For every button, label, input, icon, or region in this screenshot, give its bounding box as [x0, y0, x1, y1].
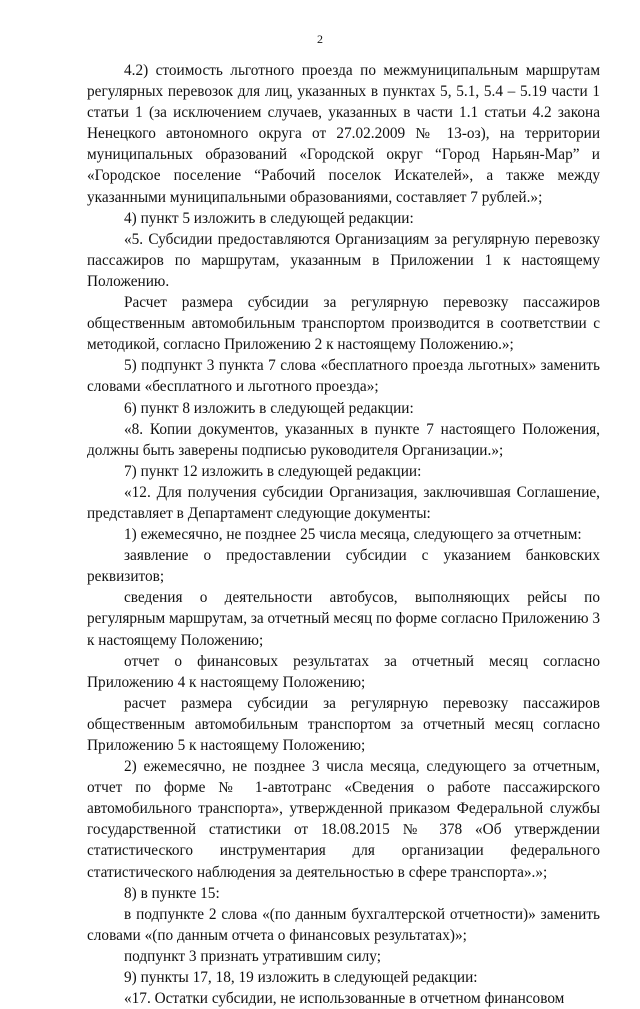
paragraph: 4.2) стоимость льготного проезда по межмуниципальным маршрутам регулярных перевозок для лиц, указанных в пунктах 5, 5.1, 5.4 – 5.19 части 1 статьи 1 (за исключением случаев, указанных в части 1.1 статьи 4.2 закона Ненецкого автономного округа от 27.02.2009 № 13-оз), на территории муниципальных образований «Городской округ “Город Нарьян-Мар” и «Городское поселение “Рабочий поселок Искателей», а также между указанными муниципальными образованиями, составляет 7 рублей.»; — [87, 62, 600, 206]
paragraph: «5. Субсидии предоставляются Организациям за регулярную перевозку пассажиров по маршрутам, указанным в Приложении 1 к настоящему Положению. — [87, 230, 600, 290]
paragraph: заявление о предоставлении субсидии с указанием банковских реквизитов; — [87, 547, 600, 586]
paragraph: «17. Остатки субсидии, не использованные в отчетном финансовом — [124, 990, 565, 1008]
paragraph: «8. Копии документов, указанных в пункте 7 настоящего Положения, должны быть заверены подписью руководителя Организации.»; — [87, 420, 600, 459]
paragraph: расчет размера субсидии за регулярную перевозку пассажиров общественным автомобильным транспортом за отчетный месяц согласно Приложению 5 к настоящему Положению; — [87, 694, 600, 754]
paragraph: 2) ежемесячно, не позднее 3 числа месяца, следующего за отчетным, отчет по форме № 1-автотранс «Сведения о работе пассажирского автомобильного транспорта», утвержденной приказом Федеральной службы государственной статистики от 18.08.2015 № 378 «Об утверждении статистического инструментария для организации федерального статистического наблюдения за деятельностью в сфере транспорта».»; — [87, 758, 600, 881]
paragraph: 8) в пункте 15: — [124, 884, 220, 902]
paragraph: подпункт 3 признать утратившим силу; — [124, 947, 381, 965]
paragraph: 7) пункт 12 изложить в следующей редакции: — [124, 462, 422, 480]
paragraph: 6) пункт 8 изложить в следующей редакции: — [124, 399, 414, 417]
paragraph: 5) подпункт 3 пункта 7 слова «бесплатного проезда льготных» заменить словами «бесплатного и льготного проезда»; — [87, 357, 600, 396]
paragraph: сведения о деятельности автобусов, выполняющих рейсы по регулярным маршрутам, за отчетный месяц по форме согласно Приложению 3 к настоящему Положению; — [87, 589, 600, 649]
paragraph: в подпункте 2 слова «(по данным бухгалтерской отчетности)» заменить словами «(по данным отчета о финансовых результатах)»; — [87, 905, 600, 944]
page-number: 2 — [317, 32, 323, 46]
paragraph: 9) пункты 17, 18, 19 изложить в следующей редакции: — [124, 969, 478, 987]
paragraph: «12. Для получения субсидии Организация, заключившая Соглашение, представляет в Департамент следующие документы: — [87, 483, 600, 522]
paragraph: 1) ежемесячно, не позднее 25 числа месяца, следующего за отчетным: — [124, 526, 582, 544]
paragraph: отчет о финансовых результатах за отчетный месяц согласно Приложению 4 к настоящему Положению; — [87, 652, 600, 691]
paragraph: Расчет размера субсидии за регулярную перевозку пассажиров общественным автомобильным транспортом производится в соответствии с методикой, согласно Приложению 2 к настоящему Положению.»; — [87, 294, 600, 354]
paragraph: 4) пункт 5 изложить в следующей редакции: — [124, 209, 414, 227]
document-body — [87, 60, 600, 1009]
